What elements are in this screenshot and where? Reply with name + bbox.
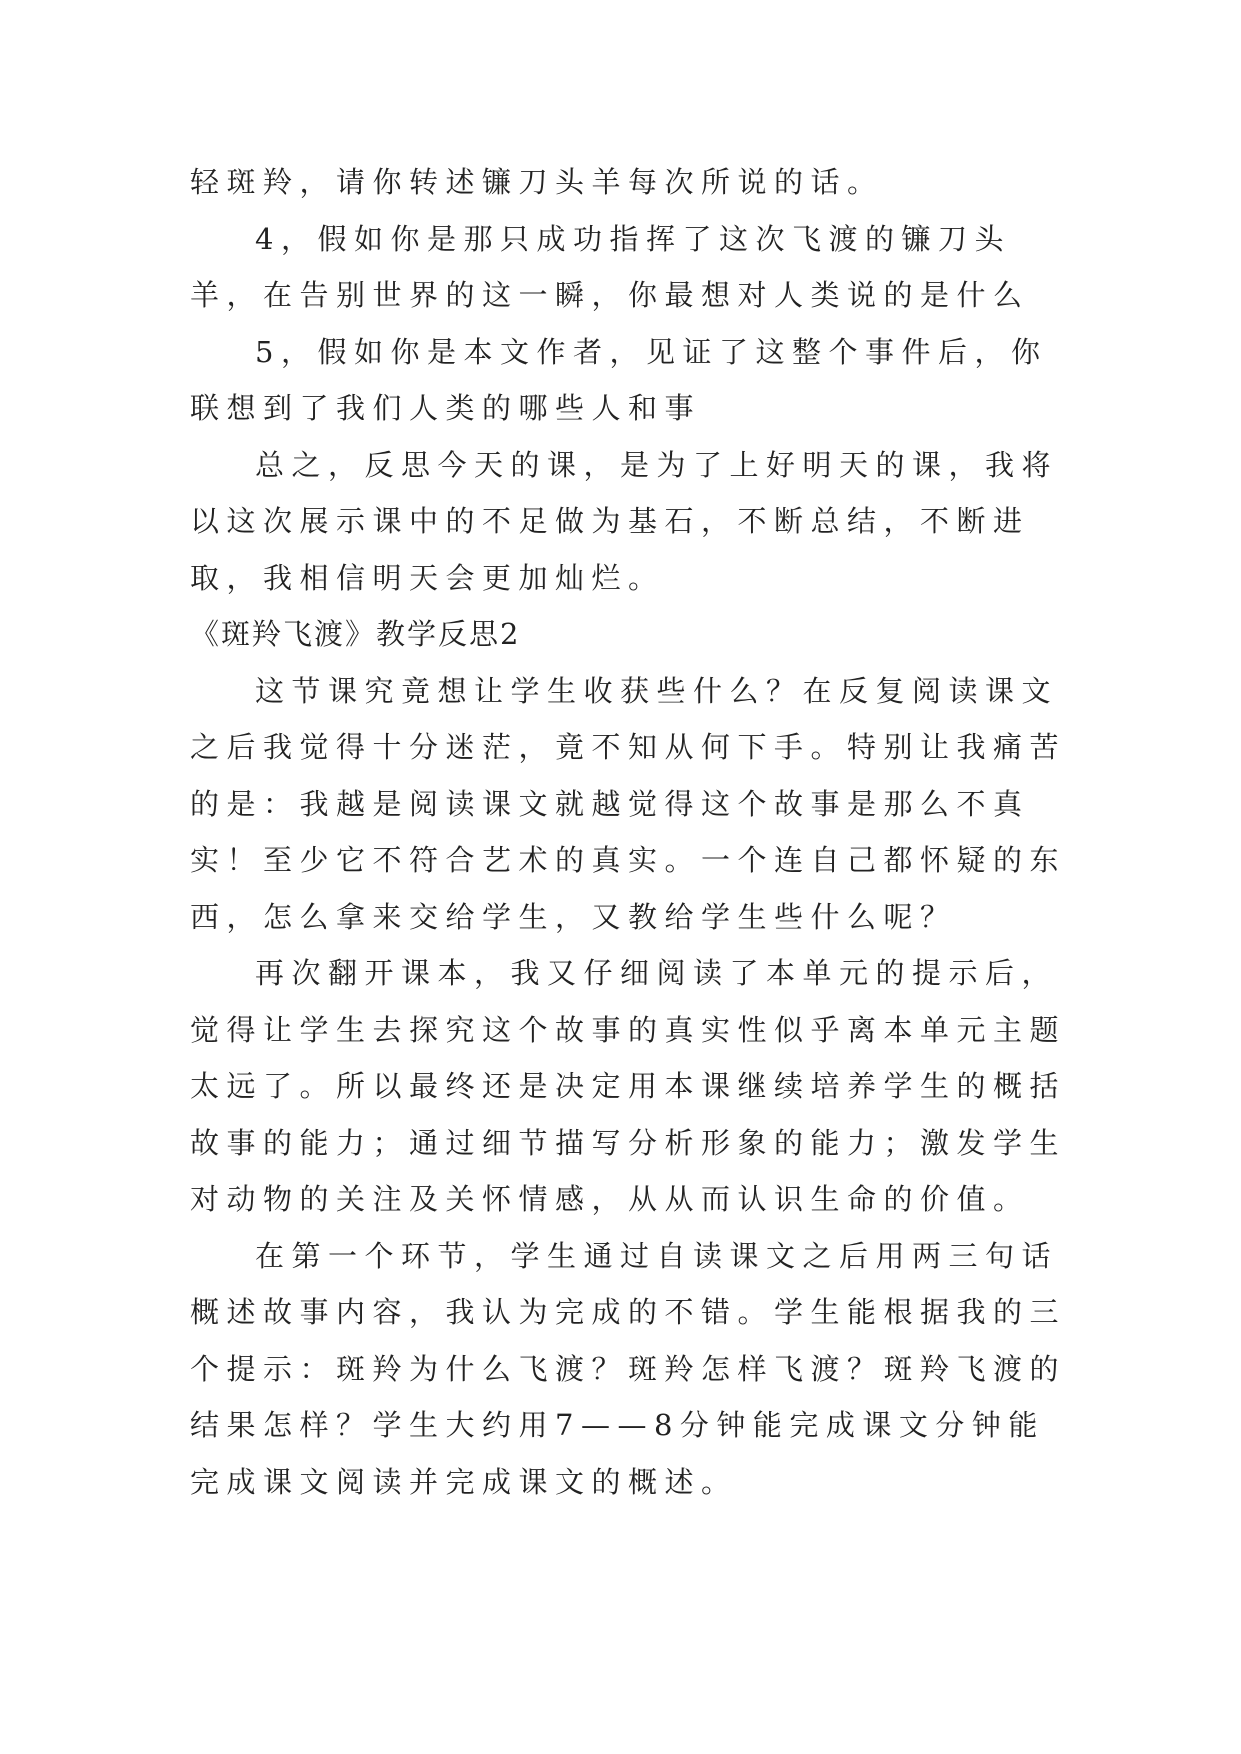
- paragraph-continuation: 轻斑羚，请你转述镰刀头羊每次所说的话。: [190, 165, 884, 199]
- paragraph-conclusion: 总之，反思今天的课，是为了上好明天的课，我将以这次展示课中的不足做为基石，不断总结，不断进取，我相信明天会更加灿烂。: [190, 447, 1059, 595]
- paragraph-body-3: 在第一个环节，学生通过自读课文之后用两三句话概述故事内容，我认为完成的不错。学生能根据我的三个提示：斑羚为什么飞渡？斑羚怎样飞渡？斑羚飞渡的结果怎样？学生大约用7——8分钟能完成课文分钟能完成课文阅读并完成课文的概述。: [190, 1238, 1067, 1499]
- paragraph-body-2: 再次翻开课本，我又仔细阅读了本单元的提示后，觉得让学生去探究这个故事的真实性似乎离本单元主题太远了。所以最终还是决定用本课继续培养学生的概括故事的能力；通过细节描写分析形象的能力；激发学生对动物的关注及关怀情感，从从而认识生命的价值。: [190, 956, 1067, 1216]
- section-heading: 《斑羚飞渡》教学反思2: [190, 617, 521, 651]
- paragraph-question-5: 5，假如你是本文作者，见证了这整个事件后，你联想到了我们人类的哪些人和事: [190, 334, 1048, 425]
- paragraph-body-1: 这节课究竟想让学生收获些什么？在反复阅读课文之后我觉得十分迷茫，竟不知从何下手。特别让我痛苦的是：我越是阅读课文就越觉得这个故事是那么不真实！至少它不符合艺术的真实。一个连自己都怀疑的东西，怎么拿来交给学生，又教给学生些什么呢？: [190, 673, 1067, 934]
- document-page: [190, 154, 1070, 1510]
- paragraph-question-4: 4，假如你是那只成功指挥了这次飞渡的镰刀头羊，在告别世界的这一瞬，你最想对人类说的是什么: [190, 221, 1030, 312]
